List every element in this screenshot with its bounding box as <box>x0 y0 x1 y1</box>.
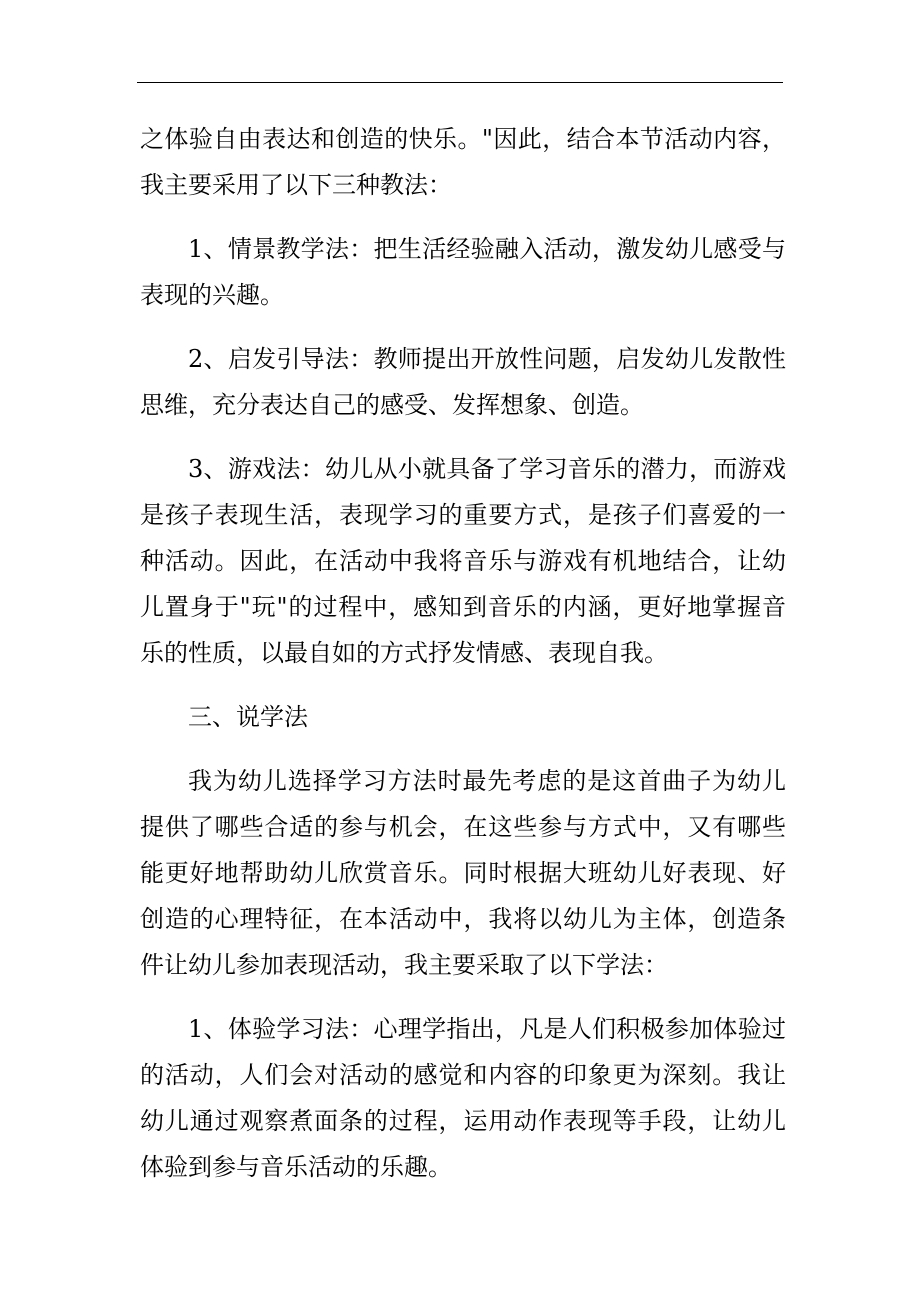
paragraph-2: 1、情景教学法：把生活经验融入活动，激发幼儿感受与表现的兴趣。 <box>140 235 786 309</box>
section-heading: 三、说学法 <box>188 703 308 731</box>
header-rule <box>137 82 783 83</box>
paragraph-6: 1、体验学习法：心理学指出，凡是人们积极参加体验过的活动，人们会对活动的感觉和内容的印象更为深刻。我让幼儿通过观察煮面条的过程，运用动作表现等手段，让幼儿体验到参与音乐活动的乐趣。 <box>140 1015 786 1181</box>
paragraph-4: 3、游戏法：幼儿从小就具备了学习音乐的潜力，而游戏是孩子表现生活，表现学习的重要方式，是孩子们喜爱的一种活动。因此，在活动中我将音乐与游戏有机地结合，让幼儿置身于"玩"的过程中，感知到音乐的内涵，更好地掌握音乐的性质，以最自如的方式抒发情感、表现自我。 <box>140 455 786 667</box>
document-body <box>140 116 786 1190</box>
paragraph-1: 之体验自由表达和创造的快乐。"因此，结合本节活动内容，我主要采用了以下三种教法： <box>140 125 786 199</box>
paragraph-3: 2、启发引导法：教师提出开放性问题，启发幼儿发散性思维，充分表达自己的感受、发挥想象、创造。 <box>140 345 786 419</box>
paragraph-5: 我为幼儿选择学习方法时最先考虑的是这首曲子为幼儿提供了哪些合适的参与机会，在这些参与方式中，又有哪些能更好地帮助幼儿欣赏音乐。同时根据大班幼儿好表现、好创造的心理特征，在本活动中，我将以幼儿为主体，创造条件让幼儿参加表现活动，我主要采取了以下学法： <box>140 767 786 979</box>
